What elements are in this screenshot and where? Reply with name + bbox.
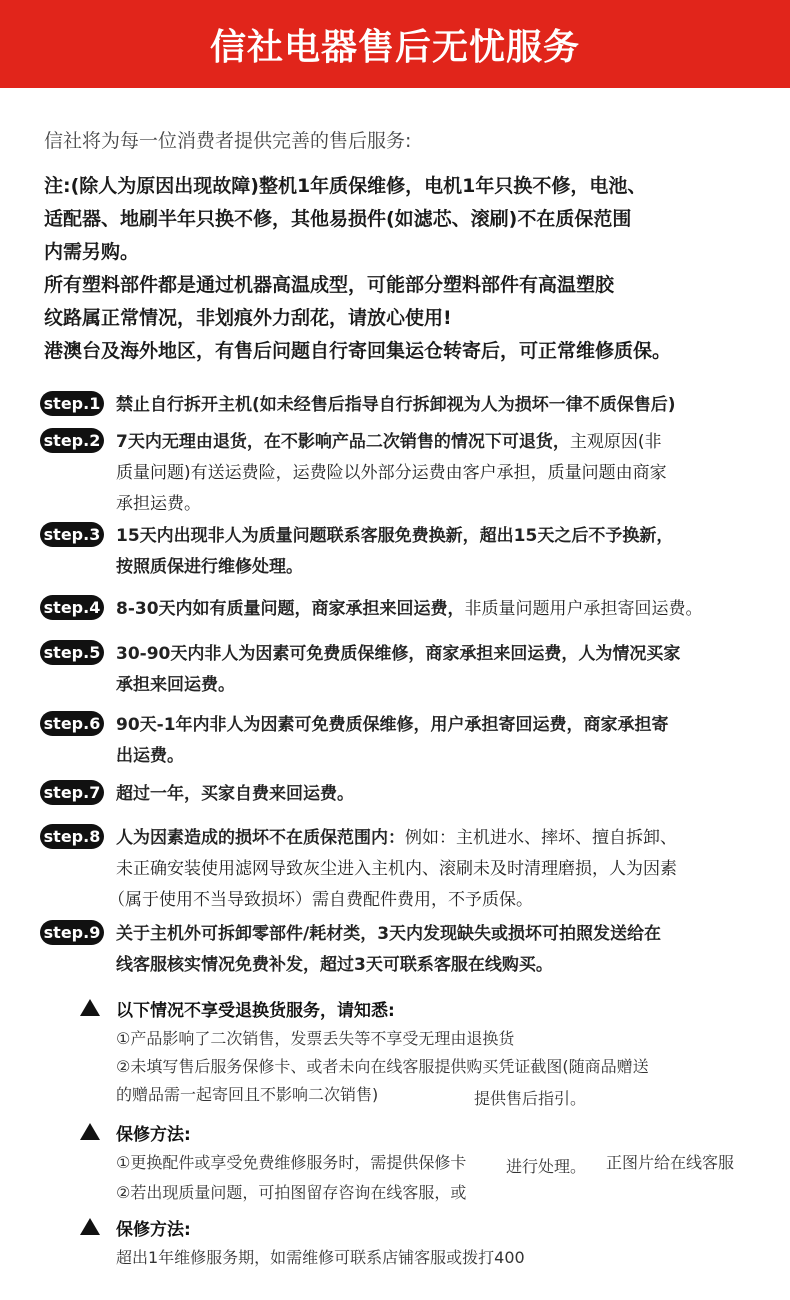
- step-badge: step.1: [40, 391, 104, 416]
- section-line: 的赠品需一起寄回且不影响二次销售): [116, 1085, 379, 1104]
- step-line: 15天内出现非人为质量问题联系客服免费换新，超出15天之后不予换新，: [116, 526, 674, 546]
- step-line: 超过一年，买家自费来回运费。: [116, 784, 354, 804]
- step-line: 承担运费。: [116, 494, 201, 514]
- step-line: 承担来回运费。: [116, 675, 235, 695]
- notice-section-3: [80, 1215, 770, 1275]
- step-text: [116, 390, 771, 421]
- triangle-bullet-icon: [80, 1123, 100, 1140]
- step-line: 出运费。: [116, 746, 184, 766]
- step-line: 7天内无理由退货，在不影响产品二次销售的情况下可退货，: [116, 432, 570, 452]
- section-extra: 进行处理。: [506, 1157, 587, 1176]
- step-line: 8-30天内如有质量问题，商家承担来回运费，: [116, 599, 465, 619]
- section-title: 保修方法:: [116, 1220, 191, 1240]
- note-line: 适配器、地刷半年只换不修，其他易损件(如滤芯、滚刷)不在质保范围: [44, 208, 632, 230]
- notice-section-2: [80, 1120, 770, 1200]
- step-line: 未正确安装使用滤网导致灰尘进入主机内、滚刷未及时清理磨损，人为因素: [116, 859, 677, 879]
- step-badge: step.2: [40, 428, 104, 453]
- step-badge: step.7: [40, 780, 104, 805]
- section-extra: 提供售后指引。: [474, 1089, 587, 1108]
- step-line: 90天-1年内非人为因素可免费质保维修，用户承担寄回运费，商家承担寄: [116, 715, 669, 735]
- notice-section-1: [80, 996, 770, 1116]
- step-badge: step.4: [40, 595, 104, 620]
- notes-block: [44, 170, 770, 368]
- step-badge: step.3: [40, 522, 104, 547]
- step-line-tail: 例如：主机进水、摔坏、擅自拆卸、: [405, 828, 677, 848]
- section-title: 以下情况不享受退换货服务，请知悉:: [116, 1001, 395, 1021]
- note-line: 内需另购。: [44, 241, 140, 263]
- step-badge: step.6: [40, 711, 104, 736]
- step-text: [116, 919, 771, 981]
- page-title: 信社电器售后无忧服务: [209, 26, 580, 68]
- section-extra: 正图片给在线客服: [606, 1153, 735, 1172]
- note-line: 港澳台及海外地区，有售后问题自行寄回集运仓转寄后，可正常维修质保。: [44, 340, 672, 362]
- step-text: [116, 427, 771, 520]
- step-line: 30-90天内非人为因素可免费质保维修，商家承担来回运费，人为情况买家: [116, 644, 681, 664]
- step-text: [108, 823, 771, 916]
- step-line: 关于主机外可拆卸零部件/耗材类，3天内发现缺失或损坏可拍照发送给在: [116, 924, 662, 944]
- step-line-tail: 主观原因(非: [569, 432, 662, 452]
- note-line: 所有塑料部件都是通过机器高温成型，可能部分塑料部件有高温塑胶: [44, 274, 615, 296]
- step-text: [116, 710, 771, 772]
- section-line: ②若出现质量问题，可拍图留存咨询在线客服，或: [116, 1183, 467, 1202]
- step-text: [116, 639, 771, 701]
- step-text: [116, 594, 771, 625]
- step-line: 质量问题)有送运费险，运费险以外部分运费由客户承担，质量问题由商家: [116, 463, 667, 483]
- step-line: 禁止自行拆开主机(如未经售后指导自行拆卸视为人为损坏一律不质保售后): [116, 395, 676, 415]
- section-line: ②未填写售后服务保修卡、或者未向在线客服提供购买凭证截图(随商品赠送: [116, 1057, 649, 1076]
- step-line: 按照质保进行维修处理。: [116, 557, 303, 577]
- step-badge: step.8: [40, 824, 104, 849]
- section-title: 保修方法:: [116, 1125, 191, 1145]
- step-line: 线客服核实情况免费补发，超过3天可联系客服在线购买。: [116, 955, 553, 975]
- step-line-tail: 非质量问题用户承担寄回运费。: [464, 599, 703, 619]
- step-text: [116, 521, 771, 583]
- section-line: ①产品影响了二次销售，发票丢失等不享受无理由退换货: [116, 1029, 515, 1048]
- step-line: 人为因素造成的损坏不在质保范围内：: [116, 828, 405, 848]
- step-badge: step.5: [40, 640, 104, 665]
- step-text: [116, 779, 771, 810]
- note-line: 注:(除人为原因出现故障)整机1年质保维修，电机1年只换不修，电池、: [44, 175, 647, 197]
- page-header: [0, 0, 790, 88]
- note-line: 纹路属正常情况，非划痕外力刮花，请放心使用!: [44, 307, 452, 329]
- step-line: （属于使用不当导致损坏）需自费配件费用，不予质保。: [108, 890, 533, 910]
- step-badge: step.9: [40, 920, 104, 945]
- section-line: ①更换配件或享受免费维修服务时，需提供保修卡: [116, 1153, 467, 1172]
- triangle-bullet-icon: [80, 999, 100, 1016]
- section-line: 超出1年维修服务期，如需维修可联系店铺客服或拨打400: [116, 1248, 525, 1267]
- triangle-bullet-icon: [80, 1218, 100, 1235]
- intro-text: 信社将为每一位消费者提供完善的售后服务:: [44, 130, 412, 152]
